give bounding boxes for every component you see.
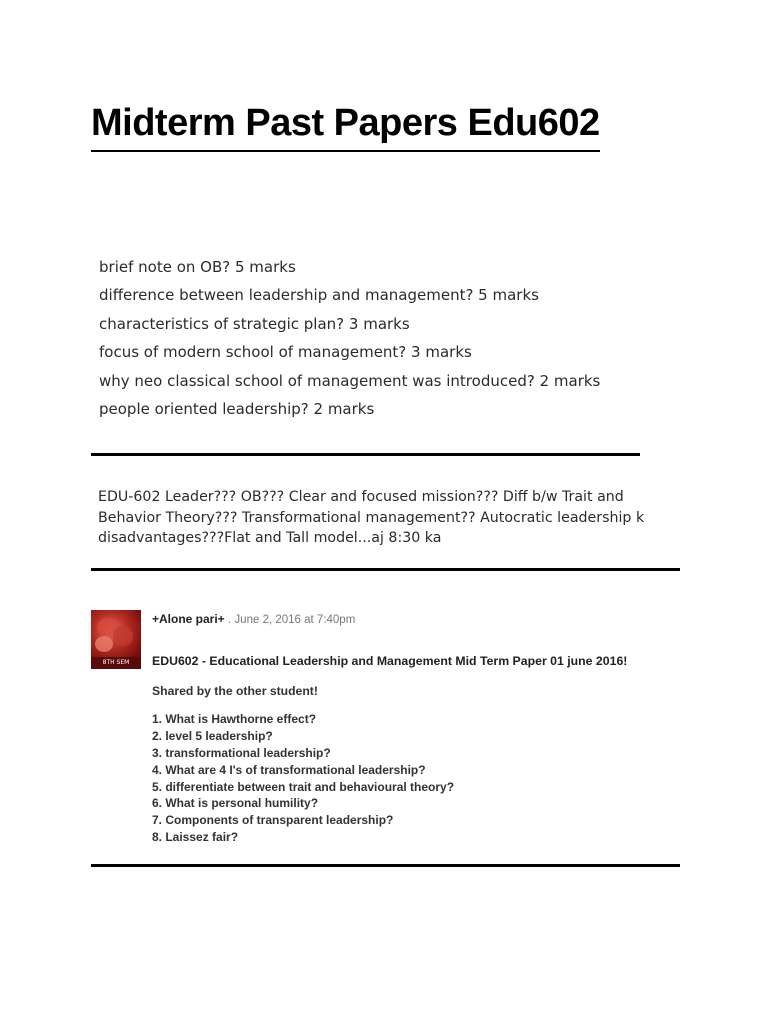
- list-item: 8. Laissez fair?: [152, 830, 239, 845]
- list-item: 7. Components of transparent leadership?: [152, 813, 394, 828]
- section-divider: [91, 453, 640, 456]
- comment-date: . June 2, 2016 at 7:40pm: [228, 614, 356, 626]
- list-item: 3. transformational leadership?: [152, 745, 331, 760]
- list-item: 6. What is personal humility?: [152, 796, 319, 811]
- marks-question-list: [99, 253, 600, 423]
- document-title: Midterm Past Papers Edu602: [91, 98, 600, 152]
- section-divider: [91, 568, 680, 571]
- comment-heading: EDU602 - Educational Leadership and Management Mid Term Paper 01 june 2016!: [152, 654, 628, 668]
- comment-screenshot: [91, 606, 680, 856]
- list-item: focus of modern school of management? 3 marks: [99, 343, 472, 362]
- list-item: brief note on OB? 5 marks: [99, 258, 296, 276]
- comment-meta: [152, 612, 355, 626]
- list-item: why neo classical school of management was introduced? 2 marks: [99, 371, 601, 390]
- avatar: [91, 610, 141, 669]
- avatar-badge: 8TH SEM: [91, 657, 141, 669]
- list-item: 2. level 5 leadership?: [152, 728, 273, 743]
- list-item: 5. differentiate between trait and behavioural theory?: [152, 779, 455, 794]
- list-item: characteristics of strategic plan? 3 marks: [99, 314, 410, 333]
- forum-post-text: EDU-602 Leader??? OB??? Clear and focused mission??? Diff b/w Trait and Behavior Theory??? Transformational management?? Autocratic leadership k disadvantages???Flat and Tall model...aj 8:30 ka: [98, 489, 645, 546]
- list-item: people oriented leadership? 2 marks: [99, 399, 375, 418]
- comment-question-list: [152, 711, 454, 846]
- list-item: 4. What are 4 I's of transformational leadership?: [152, 762, 426, 777]
- comment-subheading: Shared by the other student!: [152, 684, 318, 698]
- list-item: 1. What is Hawthorne effect?: [152, 712, 317, 726]
- section-divider: [91, 864, 680, 867]
- comment-author[interactable]: +Alone pari+: [152, 612, 225, 626]
- list-item: difference between leadership and management? 5 marks: [99, 286, 539, 305]
